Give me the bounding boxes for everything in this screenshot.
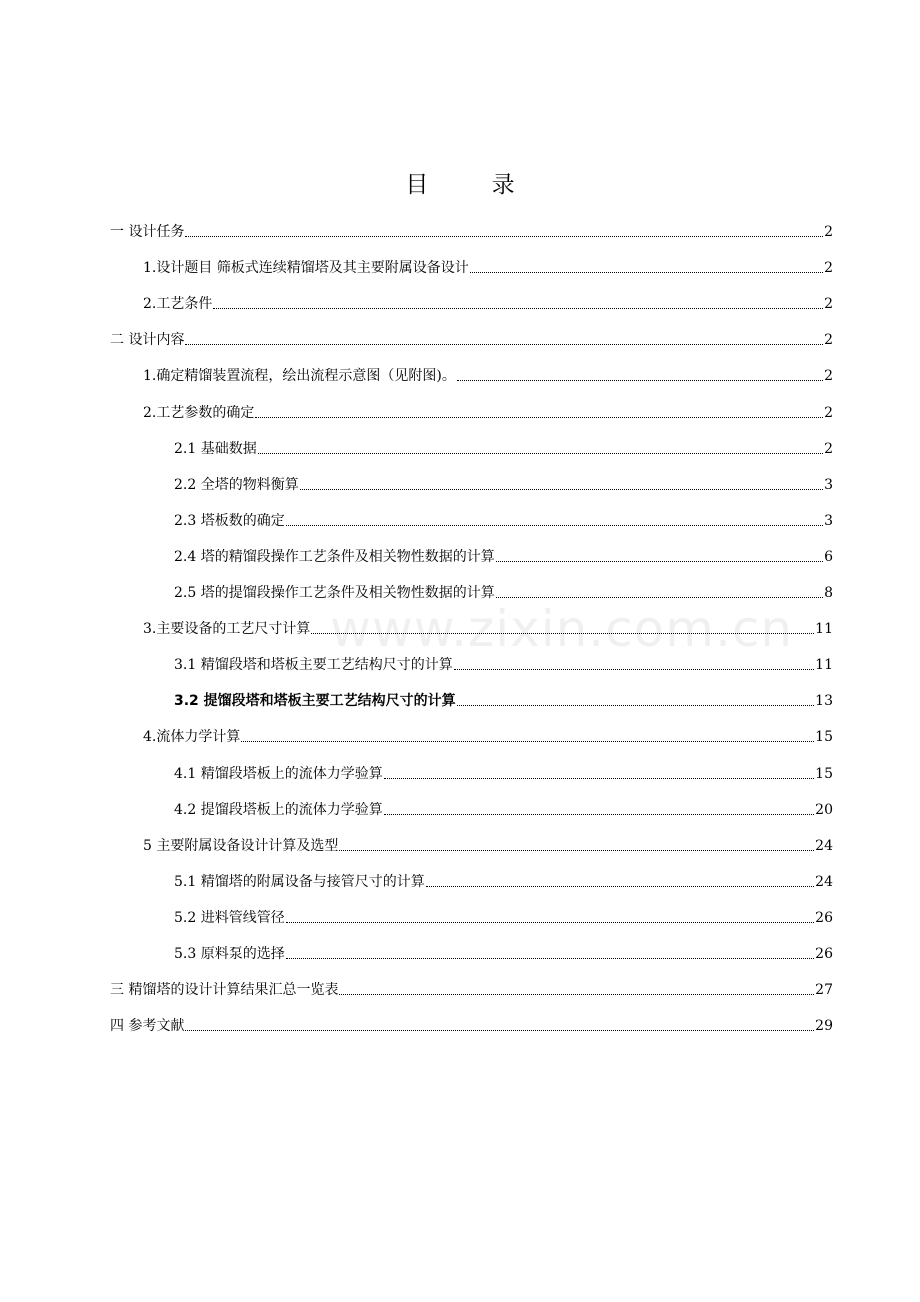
toc-entry-page: 2 xyxy=(824,296,833,313)
toc-entry[interactable] xyxy=(174,458,833,494)
toc-entry[interactable] xyxy=(143,386,833,422)
dot-leader xyxy=(496,561,823,562)
toc-entry[interactable] xyxy=(174,566,833,602)
toc-entry-label: 2.工艺条件 xyxy=(143,296,213,313)
toc-entry[interactable] xyxy=(174,494,833,530)
toc-entry-label: 3.1 精馏段塔和塔板主要工艺结构尺寸的计算 xyxy=(174,657,453,674)
toc-entry-page: 2 xyxy=(824,368,833,385)
toc-entry[interactable] xyxy=(143,602,833,638)
dot-leader xyxy=(213,308,823,309)
dot-leader xyxy=(185,1030,814,1031)
toc-entry-label: 4.1 精馏段塔板上的流体力学验算 xyxy=(174,765,383,782)
watermark: www.zixin.com.cn xyxy=(330,600,794,658)
toc-entry-page: 11 xyxy=(815,621,833,638)
toc-entry-page: 11 xyxy=(815,657,833,674)
toc-entry-label: 5 主要附属设备设计计算及选型 xyxy=(143,837,339,854)
toc-entry-label: 5.1 精馏塔的附属设备与接管尺寸的计算 xyxy=(174,873,425,890)
toc-entry[interactable] xyxy=(174,927,833,963)
toc-entry-label: 5.2 进料管线管径 xyxy=(174,909,285,926)
dot-leader xyxy=(255,417,823,418)
dot-leader xyxy=(384,778,814,779)
toc-entry[interactable] xyxy=(143,349,833,385)
dot-leader xyxy=(241,741,814,742)
toc-entry-label: 一 设计任务 xyxy=(110,224,185,240)
dot-leader xyxy=(470,272,823,273)
toc-entry[interactable] xyxy=(110,963,833,999)
dot-leader xyxy=(426,886,814,887)
dot-leader xyxy=(286,958,814,959)
toc-entry-page: 26 xyxy=(815,909,833,926)
toc-entry-label: 四 参考文献 xyxy=(110,1018,185,1035)
toc-entry[interactable] xyxy=(174,783,833,819)
toc-entry-label: 2.1 基础数据 xyxy=(174,440,257,457)
dot-leader xyxy=(457,705,814,706)
toc-entry-label: 5.3 原料泵的选择 xyxy=(174,946,285,962)
toc-entry-page: 15 xyxy=(815,729,833,746)
toc-entry[interactable] xyxy=(174,638,833,674)
toc-entry[interactable] xyxy=(143,277,833,313)
toc-entry-page: 26 xyxy=(815,946,833,962)
toc-entry-page: 20 xyxy=(815,801,833,818)
toc-entry-page: 2 xyxy=(824,224,833,240)
toc-entry[interactable] xyxy=(143,710,833,746)
toc-entry-label: 二 设计内容 xyxy=(110,332,185,349)
toc-entry-label: 1.确定精馏装置流程，绘出流程示意图（见附图)。 xyxy=(143,368,456,385)
toc-entry-label: 2.4 塔的精馏段操作工艺条件及相关物性数据的计算 xyxy=(174,548,495,565)
toc-entry[interactable] xyxy=(143,819,833,855)
toc-entry-page: 2 xyxy=(824,260,833,277)
toc-entry-label: 三 精馏塔的设计计算结果汇总一览表 xyxy=(110,982,339,999)
toc-entry-page: 15 xyxy=(815,765,833,782)
dot-leader xyxy=(258,453,823,454)
toc-entry-page: 24 xyxy=(815,873,833,890)
toc-entry-label: 4.2 提馏段塔板上的流体力学验算 xyxy=(174,801,383,818)
dot-leader xyxy=(311,633,814,634)
toc-entry-label: 3.2 提馏段塔和塔板主要工艺结构尺寸的计算 xyxy=(174,693,456,710)
toc-entry[interactable] xyxy=(174,422,833,458)
dot-leader xyxy=(286,922,814,923)
toc-entry-label: 1.设计题目 筛板式连续精馏塔及其主要附属设备设计 xyxy=(143,260,469,277)
dot-leader xyxy=(300,489,823,490)
toc-entry-page: 3 xyxy=(824,512,833,529)
toc-entry-page: 8 xyxy=(824,585,833,601)
dot-leader xyxy=(496,597,823,598)
toc-entry[interactable] xyxy=(110,999,833,1035)
toc-entry[interactable] xyxy=(174,891,833,927)
toc-entry-label: 2.2 全塔的物料衡算 xyxy=(174,476,299,493)
toc-entry[interactable] xyxy=(174,674,833,710)
toc-entry-page: 2 xyxy=(824,404,833,421)
toc-entry-page: 27 xyxy=(815,982,833,999)
toc-entry-page: 24 xyxy=(815,837,833,854)
toc-entry-page: 2 xyxy=(824,440,833,457)
dot-leader xyxy=(384,814,814,815)
dot-leader xyxy=(339,994,814,995)
dot-leader xyxy=(185,344,823,345)
dot-leader xyxy=(454,669,814,670)
page-title: 目 录 xyxy=(405,172,543,198)
toc-entry-page: 2 xyxy=(824,332,833,349)
toc-entry[interactable] xyxy=(174,855,833,891)
toc-entry-label: 3.主要设备的工艺尺寸计算 xyxy=(143,621,311,638)
toc-entry-label: 2.3 塔板数的确定 xyxy=(174,512,285,529)
toc-entry-label: 2.工艺参数的确定 xyxy=(143,404,255,421)
toc-entry[interactable] xyxy=(174,747,833,783)
toc-entry[interactable] xyxy=(110,205,833,241)
toc-entry-label: 2.5 塔的提馏段操作工艺条件及相关物性数据的计算 xyxy=(174,585,495,601)
toc-entry[interactable] xyxy=(110,313,833,349)
toc-entry-page: 29 xyxy=(815,1018,833,1035)
dot-leader xyxy=(286,525,823,526)
toc-entry-page: 6 xyxy=(824,548,833,565)
toc-entry-page: 13 xyxy=(815,693,833,710)
dot-leader xyxy=(185,236,823,237)
dot-leader xyxy=(339,850,814,851)
toc-entry[interactable] xyxy=(143,241,833,277)
dot-leader xyxy=(457,380,823,381)
toc-entry-page: 3 xyxy=(824,476,833,493)
toc-entry[interactable] xyxy=(174,530,833,566)
toc-entry-label: 4.流体力学计算 xyxy=(143,729,241,746)
